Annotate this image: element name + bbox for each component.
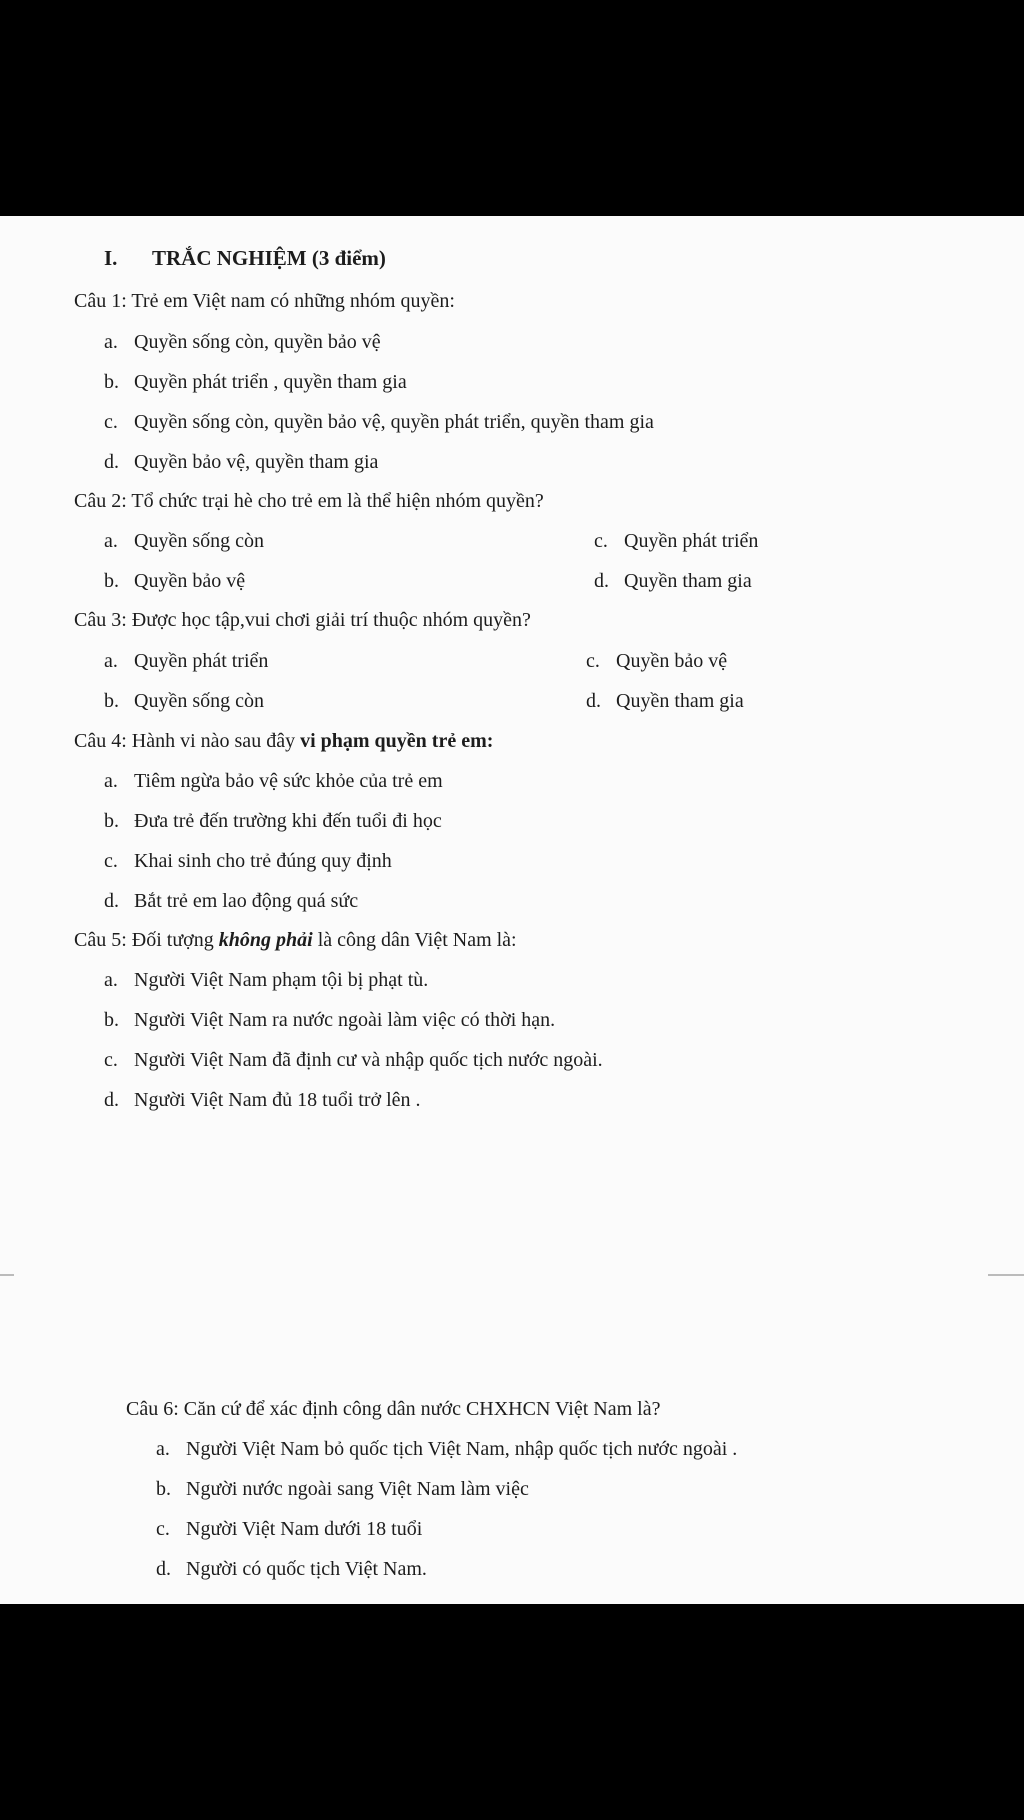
question-2: Câu 2: Tổ chức trại hè cho trẻ em là thể hiện nhóm quyền? xyxy=(74,490,544,512)
question-6-option-a: a. Người Việt Nam bỏ quốc tịch Việt Nam, nhập quốc tịch nước ngoài . xyxy=(156,1438,738,1460)
question-6-option-d: d. Người có quốc tịch Việt Nam. xyxy=(156,1558,427,1580)
question-1-option-c: c. Quyền sống còn, quyền bảo vệ, quyền phát triển, quyền tham gia xyxy=(104,411,654,433)
question-4-option-d: d. Bắt trẻ em lao động quá sức xyxy=(104,890,359,912)
question-4-emphasis: vi phạm quyền trẻ em xyxy=(300,730,487,752)
question-3-option-a: a. Quyền phát triển xyxy=(104,650,269,672)
question-4-option-b: b. Đưa trẻ đến trường khi đến tuổi đi học xyxy=(104,810,442,832)
question-1-option-d: d. Quyền bảo vệ, quyền tham gia xyxy=(104,451,379,473)
question-3-option-c: c. Quyền bảo vệ xyxy=(586,650,728,672)
question-5-option-a: a. Người Việt Nam phạm tội bị phạt tù. xyxy=(104,969,429,991)
question-3-option-b: b. Quyền sống còn xyxy=(104,690,264,712)
question-5-emphasis: không phải xyxy=(218,929,313,951)
question-1: Câu 1: Trẻ em Việt nam có những nhóm quyền: xyxy=(74,290,455,312)
question-6-option-c: c. Người Việt Nam dưới 18 tuổi xyxy=(156,1518,423,1540)
question-6: Câu 6: Căn cứ để xác định công dân nước CHXHCN Việt Nam là? xyxy=(126,1398,661,1420)
document-page xyxy=(0,216,1024,1604)
question-3: Câu 3: Được học tập,vui chơi giải trí thuộc nhóm quyền? xyxy=(74,609,531,631)
question-1-option-b: b. Quyền phát triển , quyền tham gia xyxy=(104,371,407,393)
question-4: Câu 4: Hành vi nào sau đây vi phạm quyền trẻ em: xyxy=(74,730,494,752)
question-2-option-c: c. Quyền phát triển xyxy=(594,530,759,552)
question-4-option-a: a. Tiêm ngừa bảo vệ sức khỏe của trẻ em xyxy=(104,770,443,792)
question-3-option-d: d. Quyền tham gia xyxy=(586,690,744,712)
question-2-option-a: a. Quyền sống còn xyxy=(104,530,264,552)
question-6-option-b: b. Người nước ngoài sang Việt Nam làm việc xyxy=(156,1478,529,1500)
question-5: Câu 5: Đối tượng không phải là công dân Việt Nam là: xyxy=(74,929,517,951)
question-5-option-b: b. Người Việt Nam ra nước ngoài làm việc có thời hạn. xyxy=(104,1009,556,1031)
question-2-option-d: d. Quyền tham gia xyxy=(594,570,752,592)
question-2-option-b: b. Quyền bảo vệ xyxy=(104,570,246,592)
page-break-divider-left xyxy=(0,1274,14,1276)
question-1-option-a: a. Quyền sống còn, quyền bảo vệ xyxy=(104,331,381,353)
question-5-option-d: d. Người Việt Nam đủ 18 tuổi trở lên . xyxy=(104,1089,421,1111)
question-5-option-c: c. Người Việt Nam đã định cư và nhập quốc tịch nước ngoài. xyxy=(104,1049,603,1071)
page-break-divider-right xyxy=(988,1274,1024,1276)
question-4-option-c: c. Khai sinh cho trẻ đúng quy định xyxy=(104,850,392,872)
section-number: I. xyxy=(104,246,118,270)
section-title: TRẮC NGHIỆM (3 điểm) xyxy=(152,246,386,270)
section-heading xyxy=(104,246,386,271)
